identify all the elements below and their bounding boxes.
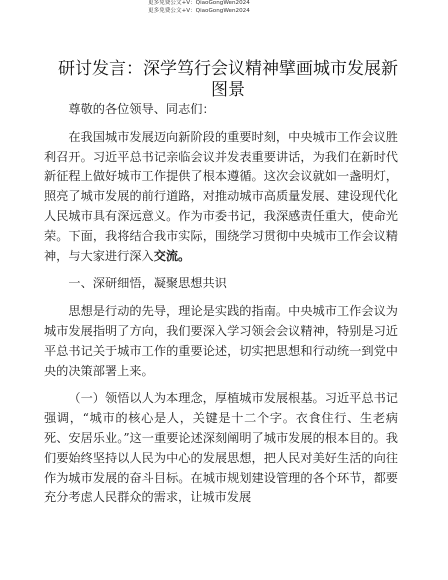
watermark-line: 更多免费公文+V：QiaoGongWen2024 <box>148 8 250 14</box>
document-body <box>44 100 398 508</box>
paragraph: 思想是行动的先导，理论是实践的指南。中央城市工作会议为城市发展指明了方向，我们要深入学习领会会议精神，特别是习近平总书记关于城市工作的重要论述，切实把思想和行动统一到党中央的决策部署上来。 <box>44 304 398 378</box>
paragraph-text-tail: 交流。 <box>153 248 191 263</box>
section-heading: 一、深研细悟，凝聚思想共识 <box>68 276 227 291</box>
greeting: 尊敬的各位领导、同志们： <box>68 102 215 116</box>
paragraph <box>44 128 398 267</box>
paragraph-text: 在我国城市发展迈向新阶段的重要时刻，中央城市工作会议胜利召开。习近平总书记亲临会议并发表重要讲话，为我们在新时代新征程上做好城市工作提供了根本遵循。这次会议就如一盏明灯，照亮了城市发展的前行道路，对推动城市高质量发展、建设现代化人民城市具有深远意义。作为市委书记，我深感责任重大，使命光荣。下面，我将结合我市实际，围绕学习贯彻中央城市工作会议精神，与大家进行深入 <box>44 129 398 263</box>
paragraph: （一）领悟以人为本理念，厚植城市发展根基。习近平总书记强调，“城市的核心是人，关键是十二个字。衣食住行、生老病死、安居乐业。”这一重要论述深刻阐明了城市发展的根本目的。我们要始终坚持以人民为中心的发展思想，把人民对美好生活的向往作为城市发展的奋斗目标。在城市规划建设管理的各个环节，都要充分考虑人民群众的需求，让城市发展 <box>44 391 398 505</box>
document-title: 研讨发言：深学笃行会议精神擘画城市发展新图景 <box>58 59 398 100</box>
watermark-line: 更多免费公文+V：QiaoGongWen2024 <box>148 0 250 6</box>
